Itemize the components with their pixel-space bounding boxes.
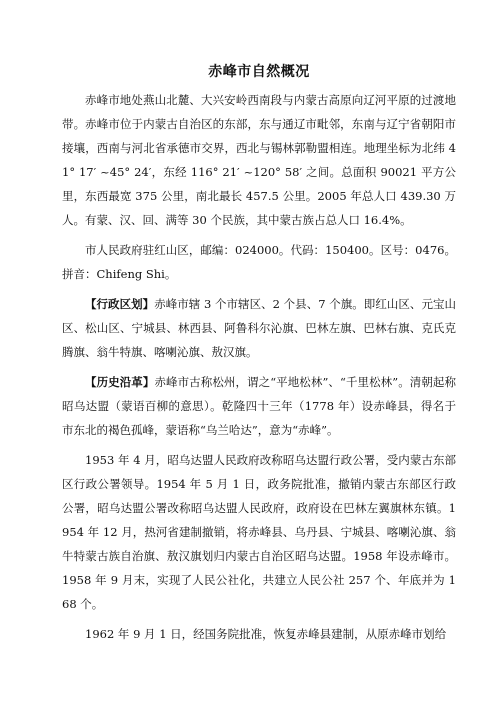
paragraph-1962: 1962 年 9 月 1 日，经国务院批准，恢复赤峰县建制，从原赤峰市划给 [85,627,447,641]
section-heading-administrative: 【行政区划】 [85,297,155,311]
section-body-administrative: 赤峰市辖 3 个市辖区、2 个县、7 个旗。即红山区、元宝山区、松山区、宁城县、林西县、阿鲁科尔沁旗、巴林左旗、巴林右旗、克氏克腾旗、翁牛特旗、喀喇沁旗、敖汉旗。 [62,297,457,359]
page-title: 赤峰市自然概况 [208,64,310,80]
paragraph-1953-1958: 1953 年 4 月，昭乌达盟人民政府改称昭乌达盟行政公署，受内蒙古东部区行政公署领导。1954 年 5 月 1 日，政务院批准，撤销内蒙古东部区行政公署，昭乌达盟公署改称昭乌达盟人民政府，政府设在巴林左翼旗林东镇。1954 年 12 月，热河省建制撤销，将赤峰县、乌丹县、宁城县、喀喇沁旗、翁牛特蒙古族自治旗、敖汉旗划归内蒙古自治区昭乌达盟。1958 年设赤峰市。1958 年 9 月末，实现了人民公社化，共建立人民公社 257 个、年底并为 168 个。 [62,453,456,611]
paragraph-government-info: 市人民政府驻红山区，邮编：024000。代码：150400。区号：0476。拼音：Chifeng Shi。 [62,243,456,281]
section-body-history: 赤峰市古称松州，谓之“平地松林”、“千里松林”。清朝起称昭乌达盟（蒙语百柳的意思）。乾隆四十三年（1778 年）设赤峰县，得名于市东北的褐色孤峰，蒙语称“乌兰哈达”，意为“赤峰”。 [62,375,456,437]
paragraph-overview: 赤峰市地处燕山北麓、大兴安岭西南段与内蒙古高原向辽河平原的过渡地带。赤峰市位于内蒙古自治区的东部，东与通辽市毗邻，东南与辽宁省朝阳市接壤，西南与河北省承德市交界，西北与锡林郭勒盟相连。地理坐标为北纬 41° 17′ ~45° 24′，东经 116° 21′ ~120° 58′ 之间。总面积 90021 平方公里，东西最宽 375 公里，南北最长 457.5 公里。2005 年总人口 439.30 万人。有蒙、汉、回、满等 30 个民族，其中蒙古族占总人口 16.4%。 [62,93,456,227]
paragraph-history [62,370,456,442]
paragraph-administrative-divisions [62,292,456,364]
section-heading-history: 【历史沿革】 [85,375,155,389]
